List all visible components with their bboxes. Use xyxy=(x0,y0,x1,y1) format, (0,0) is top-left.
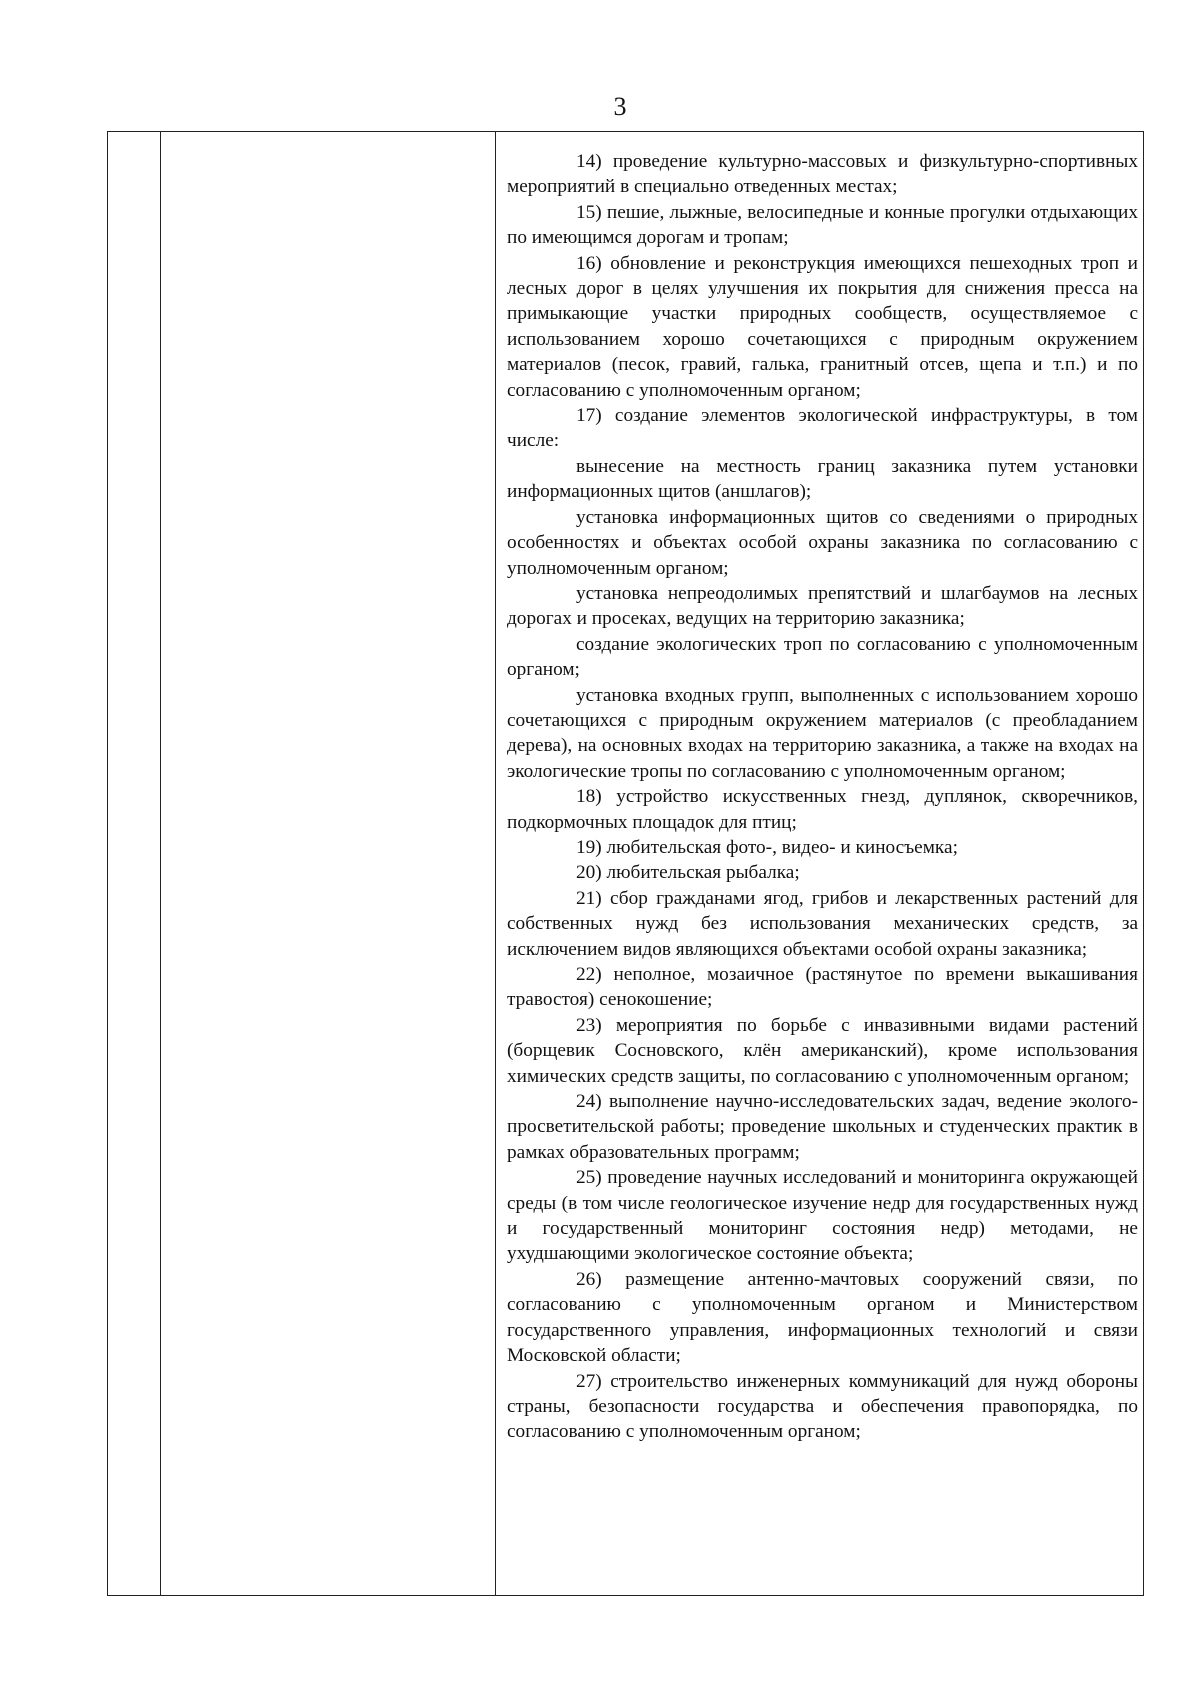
sub-item-barriers: установка непреодолимых препятствий и шлагбаумов на лесных дорогах и просеках, ведущих на территорию заказника; xyxy=(507,582,1138,630)
list-item-17: 17) создание элементов экологической инфраструктуры, в том числе: xyxy=(507,405,1138,452)
document-table xyxy=(107,131,1144,1596)
list-item-23: 23) мероприятия по борьбе с инвазивными видами растений (борщевик Сосновского, клён американский), кроме использования химических средств защиты, по согласованию с уполномоченным органом; xyxy=(507,1014,1138,1087)
page-number: 3 xyxy=(613,92,627,121)
table-column-content xyxy=(496,132,1143,1595)
list-item-14: 14) проведение культурно-массовых и физкультурно-спортивных мероприятий в специально отведенных местах; xyxy=(507,151,1138,198)
list-item-20: 20) любительская рыбалка; xyxy=(576,862,800,884)
list-item-21: 21) сбор гражданами ягод, грибов и лекарственных растений для собственных нужд без использования механических средств, за исключением видов являющихся объектами особой охраны заказника; xyxy=(507,887,1138,960)
table-column-name xyxy=(161,132,496,1595)
list-item-18: 18) устройство искусственных гнезд, дуплянок, скворечников, подкормочных площадок для птиц; xyxy=(507,786,1138,833)
sub-item-eco-trails: создание экологических троп по согласованию с уполномоченным органом; xyxy=(507,633,1138,681)
table-column-number xyxy=(108,132,161,1595)
sub-item-info-boards: установка информационных щитов со сведениями о природных особенностях и объектах особой охраны заказника по согласованию с уполномоченным органом; xyxy=(507,506,1138,579)
sub-item-entrance-groups: установка входных групп, выполненных с использованием хорошо сочетающихся с природным окружением материалов (с преобладанием дерева), на основных входах на территорию заказника, а также на входах на экологические тропы по согласованию с уполномоченным органом; xyxy=(507,684,1138,782)
list-item-24: 24) выполнение научно-исследовательских задач, ведение эколого-просветительской работы; проведение школьных и студенческих практик в рамках образовательных программ; xyxy=(507,1091,1138,1163)
sub-item-boundaries: вынесение на местность границ заказника путем установки информационных щитов (аншлагов); xyxy=(507,455,1138,503)
list-item-15: 15) пешие, лыжные, велосипедные и конные прогулки отдыхающих по имеющимся дорогам и тропам; xyxy=(507,201,1138,249)
list-item-25: 25) проведение научных исследований и мониторинга окружающей среды (в том числе геологическое изучение недр для государственных нужд и государственный мониторинг состояния недр) методами, не ухудшающими экологическое состояние объекта; xyxy=(507,1167,1138,1265)
list-item-27: 27) строительство инженерных коммуникаций для нужд обороны страны, безопасности государства и обеспечения правопорядка, по согласованию с уполномоченным органом; xyxy=(507,1370,1138,1443)
list-item-26: 26) размещение антенно-мачтовых сооружений связи, по согласованию с уполномоченным органом и Министерством государственного управления, информационных технологий и связи Московской области; xyxy=(507,1268,1138,1367)
list-item-22: 22) неполное, мозаичное (растянутое по времени выкашивания травостоя) сенокошение; xyxy=(507,964,1138,1011)
list-item-16: 16) обновление и реконструкция имеющихся пешеходных троп и лесных дорог в целях улучшения их покрытия для снижения пресса на примыкающие участки природных сообществ, осуществляемое с использованием хорошо сочетающихся с природным окружением материалов (песок, гравий, галька, гранитный отсев, щепа и т.п.) и по согласованию с уполномоченным органом; xyxy=(507,252,1138,401)
list-item-19: 19) любительская фото-, видео- и киносъемка; xyxy=(576,836,958,858)
